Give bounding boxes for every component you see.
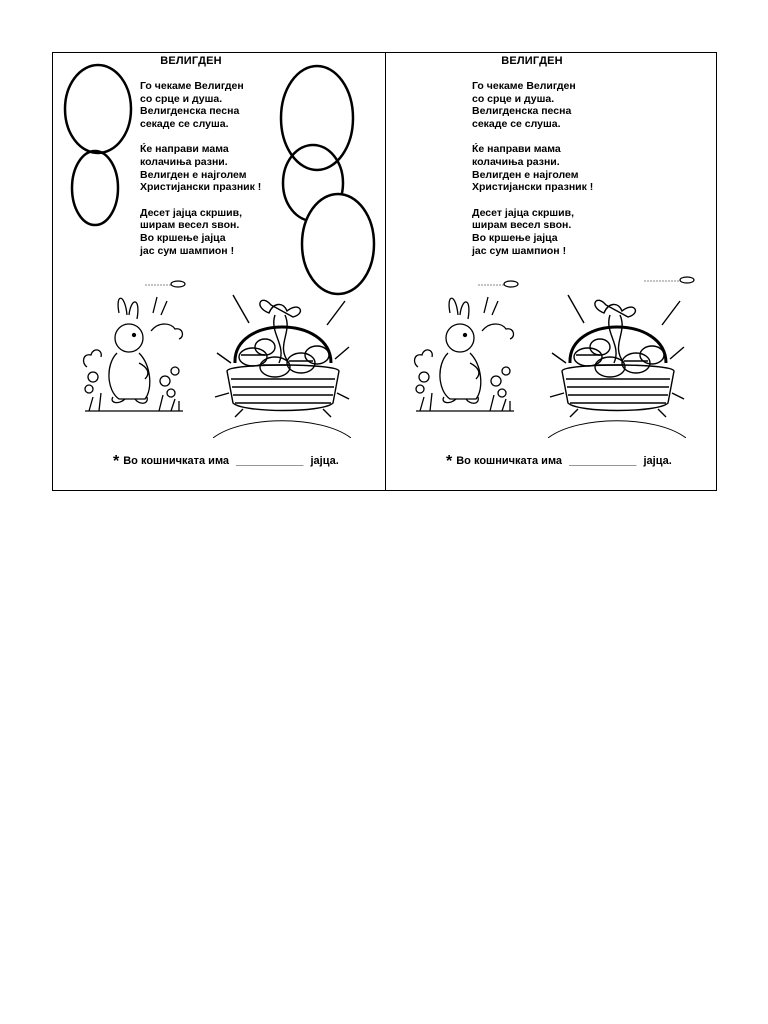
poem-line: Христијански празник !	[140, 181, 262, 194]
poem	[472, 80, 593, 270]
question-unit: јајца.	[310, 455, 339, 467]
poem-line: Во кршење јајца	[140, 231, 226, 244]
poem-line: Десет јајца скршив,	[140, 206, 243, 219]
left-card	[53, 53, 385, 490]
poem-line: колачиња разни.	[140, 155, 228, 168]
card-title: ВЕЛИГДЕН	[160, 55, 222, 67]
right-card	[386, 53, 718, 490]
answer-blank[interactable]: ___________	[569, 455, 637, 467]
poem-line: Велигденска песна	[472, 105, 572, 118]
poem-line: ширам весел ѕвон.	[140, 219, 240, 232]
poem-line: Велигденска песна	[140, 105, 240, 118]
logo-mark	[478, 279, 520, 289]
poem-stanza	[472, 143, 593, 193]
question-text: Во кошничката има	[123, 455, 230, 467]
poem-stanza	[472, 80, 593, 130]
poem-line: колачиња разни.	[472, 155, 560, 168]
egg-outline-left-top	[63, 63, 133, 155]
poem-line: ширам весел ѕвон.	[472, 219, 572, 232]
poem-line: јас сум шампион !	[472, 244, 567, 257]
poem-line: јас сум шампион !	[140, 244, 235, 257]
poem-stanza	[472, 207, 593, 257]
bunny-illustration	[410, 293, 518, 418]
question-text: Во кошничката има	[456, 455, 563, 467]
logo-mark	[145, 279, 187, 289]
poem-line: Христијански празник !	[472, 181, 594, 194]
poem-line: Велигден е најголем	[472, 168, 579, 181]
question-line	[113, 453, 339, 471]
poem-stanza	[140, 143, 261, 193]
poem-stanza	[140, 80, 261, 130]
poem-line: со срце и душа.	[472, 92, 555, 105]
poem-stanza	[140, 207, 261, 257]
bunny-illustration	[79, 293, 187, 418]
bullet-star: *	[446, 453, 453, 470]
poem-line: со срце и душа.	[140, 92, 223, 105]
easter-basket-illustration	[548, 293, 686, 438]
poem-line: Го чекаме Велигден	[472, 80, 576, 92]
poem-line: Ќе направи мама	[140, 143, 229, 156]
egg-outline-right-bottom	[299, 192, 377, 296]
poem-line: Во кршење јајца	[472, 231, 558, 244]
worksheet	[52, 52, 717, 491]
poem	[140, 80, 261, 270]
logo-mark	[644, 275, 696, 285]
easter-basket-illustration	[213, 293, 351, 438]
egg-outline-left-bottom	[70, 149, 120, 227]
poem-line: Го чекаме Велигден	[140, 80, 244, 92]
poem-line: Ќе направи мама	[472, 143, 561, 156]
poem-line: секаде се слуша.	[140, 117, 229, 130]
question-line	[446, 453, 672, 471]
poem-line: Десет јајца скршив,	[472, 206, 575, 219]
poem-line: секаде се слуша.	[472, 117, 561, 130]
poem-line: Велигден е најголем	[140, 168, 247, 181]
bullet-star: *	[113, 453, 120, 470]
card-title: ВЕЛИГДЕН	[501, 55, 563, 67]
answer-blank[interactable]: ___________	[236, 455, 304, 467]
question-unit: јајца.	[643, 455, 672, 467]
